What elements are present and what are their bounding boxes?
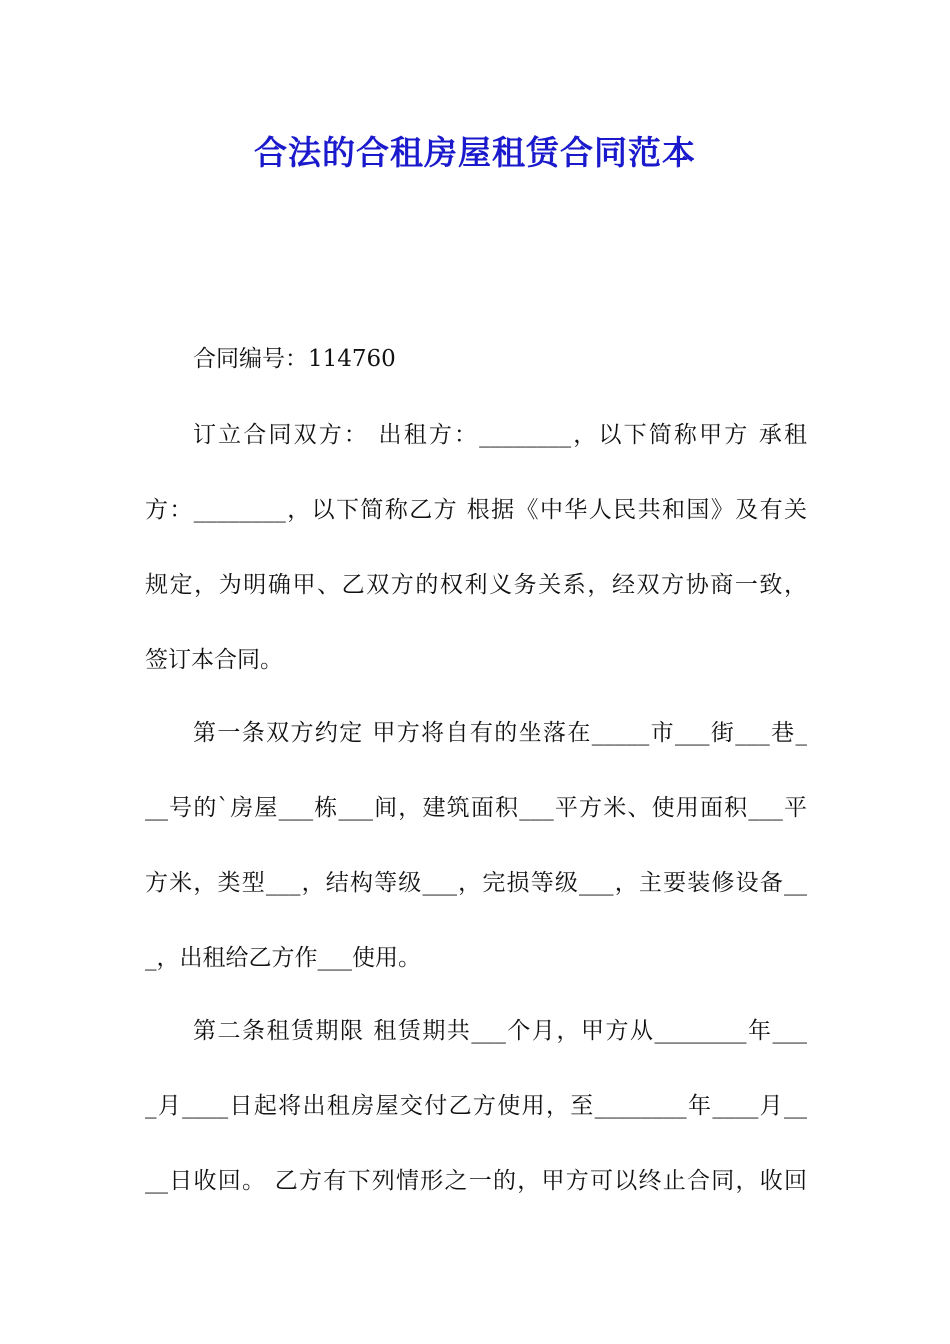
document-title: 合法的合租房屋租赁合同范本 [254,133,696,172]
paragraph-line: _月____日起将出租房屋交付乙方使用，至________年____月__ [145,1093,807,1119]
paragraph-line: __号的`房屋___栋___间，建筑面积___平方米、使用面积___平 [145,795,807,821]
paragraph-line: 签订本合同。 [145,647,283,673]
contract-number: 合同编号：114760 [193,346,396,372]
paragraph-line: 第二条租赁期限 租赁期共___个月，甲方从________年___ [193,1018,807,1044]
paragraph-line: 订立合同双方： 出租方：________，以下简称甲方 承租 [193,422,807,448]
paragraph-line: 方：________，以下简称乙方 根据《中华人民共和国》及有关 [145,497,807,523]
paragraph-line: 方米，类型___，结构等级___，完损等级___，主要装修设备__ [145,870,807,896]
paragraph-line: 规定，为明确甲、乙双方的权利义务关系，经双方协商一致， [145,572,807,598]
paragraph-line: _，出租给乙方作___使用。 [145,945,421,971]
paragraph-line: 第一条双方约定 甲方将自有的坐落在_____市___街___巷_ [193,720,807,746]
paragraph-line: __日收回。 乙方有下列情形之一的，甲方可以终止合同，收回 [145,1168,807,1194]
